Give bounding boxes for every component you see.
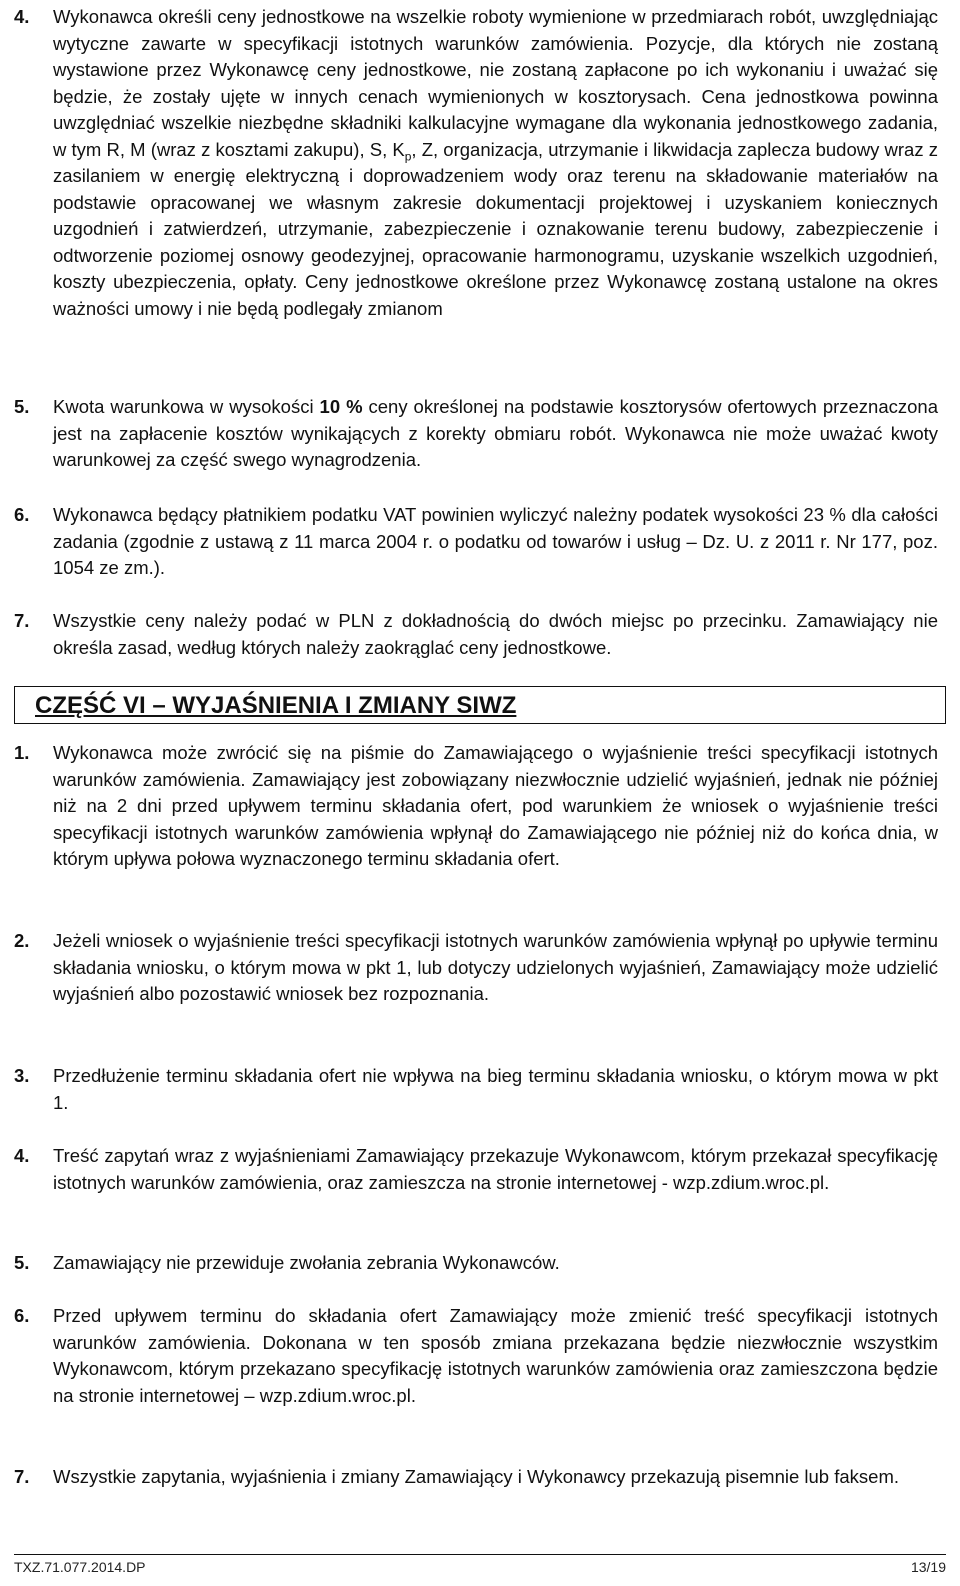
- item-text: Wykonawca może zwrócić się na piśmie do Zamawiającego o wyjaśnienie treści specyfikacji istotnych warunków zamówienia. Zamawiający jest zobowiązany niezwłocznie udzielić wyjaśnień, jednak nie później niż na 2 dni przed upływem terminu składania ofert, pod warunkiem że wniosek o wyjaśnienie treści specyfikacji istotnych warunków zamówienia wpłynął do Zamawiającego nie później niż do końca dnia, w którym upływa połowa wyznaczonego terminu składania ofert.: [53, 742, 938, 869]
- section-heading-box: [14, 686, 946, 724]
- item-number: 5.: [14, 396, 30, 417]
- footer-reference: TXZ.71.077.2014.DP: [14, 1559, 146, 1575]
- clarification-item-7: [14, 1464, 938, 1491]
- item-number: 1.: [14, 742, 30, 763]
- item-number: 7.: [14, 610, 30, 631]
- price-item-6: [14, 502, 938, 582]
- item-number: 5.: [14, 1252, 30, 1273]
- item-number: 6.: [14, 504, 30, 525]
- item-text: Przedłużenie terminu składania ofert nie wpływa na bieg terminu składania wniosku, o którym mowa w pkt 1.: [53, 1065, 938, 1113]
- item-text: Wykonawca określi ceny jednostkowe na wszelkie roboty wymienione w przedmiarach robót, uwzględniając wytyczne zawarte w specyfikacji istotnych warunków zamówienia. Pozycje, dla których nie zostaną wystawione przez Wykonawcę ceny jednostkowe, nie zostaną zapłacone po ich wykonaniu i uważać się będzie, że zostały ujęte w innych cenach wymienionych w kosztorysach. Cena jednostkowa powinna uwzględniać wszelkie niezbędne składniki kalkulacyjne wymagane dla wykonania jednostkowego zadania, w tym R, M (wraz z kosztami zakupu), S, $K_p$, Z, organizacja, utrzymanie i likwidacja zaplecza budowy wraz z zasilaniem w energię elektryczną i doprowadzeniem wody oraz terenu na składowanie materiałów na podstawie opracowanej we własnym zakresie dokumentacji projektowej i uzyskaniem koniecznych uzgodnień i zatwierdzeń, utrzymanie, zabezpieczenie i oznakowanie terenu budowy, zabezpieczenie i odtworzenie poziomej osnowy geodezyjnej, opracowanie harmonogramu, uzyskanie wszelkich uzgodnień, koszty ubezpieczenia, opłaty. Ceny jednostkowe określone przez Wykonawcę zostaną ustalone na okres ważności umowy i nie będą podlegały zmianom: [53, 6, 938, 319]
- clarification-item-1: [14, 740, 938, 873]
- clarification-item-5: [14, 1250, 938, 1277]
- item-number: 2.: [14, 930, 30, 951]
- price-item-7: [14, 608, 938, 661]
- item-number: 3.: [14, 1065, 30, 1086]
- item-number: 7.: [14, 1466, 30, 1487]
- item-text: Kwota warunkowa w wysokości 10 % ceny określonej na podstawie kosztorysów ofertowych przeznaczona jest na zapłacenie kosztów wynikających z korekty obmiaru robót. Wykonawca nie może uważać kwoty warunkowej za część swego wynagrodzenia.: [53, 396, 938, 470]
- clarification-item-4: [14, 1143, 938, 1196]
- item-number: 4.: [14, 6, 30, 27]
- item-text: Wszystkie ceny należy podać w PLN z dokładnością do dwóch miejsc po przecinku. Zamawiający nie określa zasad, według których należy zaokrąglać ceny jednostkowe.: [53, 610, 938, 658]
- item-number: 4.: [14, 1145, 30, 1166]
- item-text: Jeżeli wniosek o wyjaśnienie treści specyfikacji istotnych warunków zamówienia wpłynął po upływie terminu składania wniosku, o którym mowa w pkt 1, lub dotyczy udzielonych wyjaśnień, Zamawiający może udzielić wyjaśnień albo pozostawić wniosek bez rozpoznania.: [53, 930, 938, 1004]
- price-item-5: [14, 394, 938, 474]
- item-text: Wszystkie zapytania, wyjaśnienia i zmiany Zamawiający i Wykonawcy przekazują pisemnie lub faksem.: [53, 1466, 900, 1487]
- footer-page-number: 13/19: [910, 1559, 946, 1575]
- item-text: Przed upływem terminu do składania ofert Zamawiający może zmienić treść specyfikacji istotnych warunków zamówienia. Dokonana w ten sposób zmiana przekazana będzie niezwłocznie wszystkim Wykonawcom, którym przekazano specyfikację istotnych warunków zamówienia oraz zamieszczona będzie na stronie internetowej – wzp.zdium.wroc.pl.: [53, 1305, 938, 1406]
- section-heading: CZĘŚĆ VI – WYJAŚNIENIA I ZMIANY SIWZ: [35, 692, 517, 719]
- item-text: Wykonawca będący płatnikiem podatku VAT powinien wyliczyć należny podatek wysokości 23 % dla całości zadania (zgodnie z ustawą z 11 marca 2004 r. o podatku od towarów i usług – Dz. U. z 2011 r. Nr 177, poz. 1054 ze zm.).: [53, 504, 938, 578]
- clarification-item-6: [14, 1303, 938, 1409]
- item-text: Treść zapytań wraz z wyjaśnieniami Zamawiający przekazuje Wykonawcom, którym przekazał specyfikację istotnych warunków zamówienia, oraz zamieszcza na stronie internetowej - wzp.zdium.wroc.pl.: [53, 1145, 938, 1193]
- item-text: Zamawiający nie przewiduje zwołania zebrania Wykonawców.: [53, 1252, 560, 1273]
- item-number: 6.: [14, 1305, 30, 1326]
- clarification-item-2: [14, 928, 938, 1008]
- price-item-4: [14, 4, 938, 322]
- footer-rule: [14, 1554, 946, 1555]
- clarification-item-3: [14, 1063, 938, 1116]
